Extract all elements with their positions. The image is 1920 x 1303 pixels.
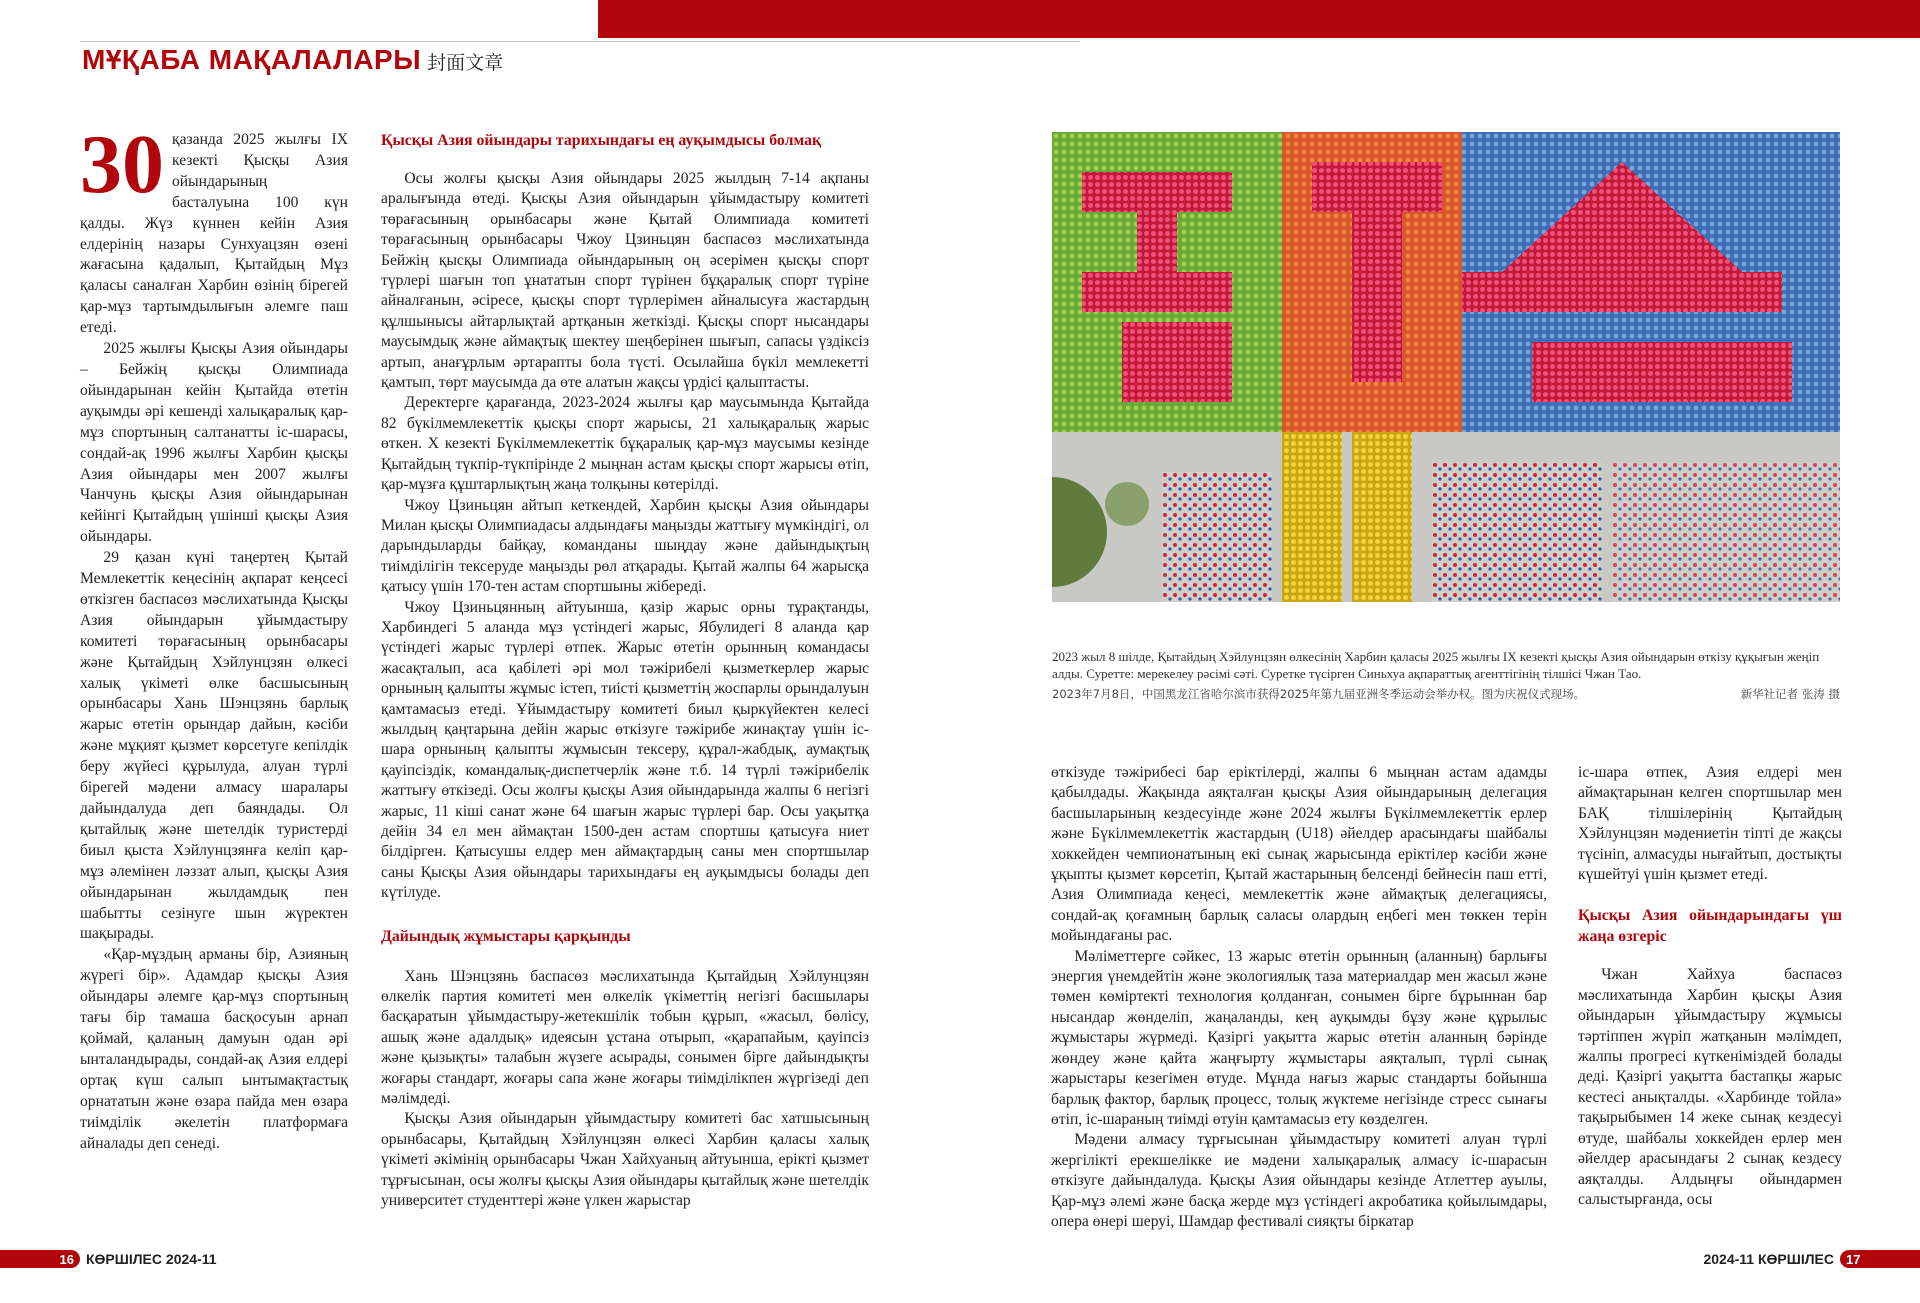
subheading: Дайындық жұмыстары қарқынды — [381, 927, 631, 945]
section-title: МҰҚАБА МАҚАЛАЛАРЫ — [82, 44, 422, 75]
section-subtitle-cn: 封面文章 — [427, 52, 504, 74]
article-column-1 — [80, 118, 348, 1154]
photo-caption-kk: 2023 жыл 8 шілде, Қытайдың Хэйлунцзян өлкесінің Харбин қаласы 2025 жылғы IX кезекті қысқы Азия ойындарын өткізу құқығын жеңіп алды. Суретте: мерекелеу рәсімі сәті. Суретке түсірген Синьхуа ақпараттық агенттігінің тілшісі Чжан Тао. — [1052, 649, 1820, 681]
issue-right: 2024-11 — [1703, 1251, 1755, 1267]
article-column-4 — [1578, 763, 1842, 1210]
issue-left: 2024-11 — [165, 1251, 217, 1267]
paragraph-text: қазанда 2025 жылғы IX кезекті Қысқы Азия ойындарының басталуына 100 күн қалды. Жүз күннен кейін Азия елдерінің назары Сунхуацзян өзені жағасына қадалып, Қытайдың Мұз қаласы саналған Харбин өзінің бірегей қар-мұз тартымдылығын әлемге паш етеді. — [80, 131, 348, 337]
paragraph: 29 қазан күні таңертең Қытай Мемлекеттік кеңесінің ақпарат кеңсесі өткізген баспасөз мәслихатында Қысқы Азия ойындарын ұйымдастыру комитеті төрағасының орынбасары және Қытайдың Хэйлунцзян өлкесі халық үкіметі өлке басшысының орынбасары Хань Шэнцзянь барлық жарыс өтетін орындар дайын, кәсіби және мұқият қызмет көрсетуге кепілдік беру жүйесі құрылуда, алуан түрлі бірегей мәдени алмасу шаралары дайындалуда деп баяндады. Ол қытайлық және шетелдік туристерді биыл қыста Хэйлунцзянға келіп қар-мұз әлемінен ләззат алып, қысқы Азия ойындарынан жылдамдық пен шабытты сезінуге шын жүректен шақырады. — [80, 549, 348, 943]
page-number-left: 16 — [0, 1250, 80, 1268]
paragraph: Қысқы Азия ойындарын ұйымдастыру комитеті бас хатшысының орынбасары, Қытайдың Хэйлунцзян өлкесі Харбин қаласы халық үкіметі әкімінің орынбасары Чжан Хайхуаның айтуынша, ерікті қызмет тұрғысынан, осы жолғы қысқы Азия ойындары қытайлық және шетелдік университет студенттері және үлкен жарыстар — [381, 1110, 869, 1210]
article-column-2 — [381, 130, 869, 1212]
paragraph: Чжан Хайхуа баспасөз мәслихатында Харбин қысқы Азия ойындарын ұйымдастыру жұмысы тәртіппен жүріп жатқанын мәлімдеп, жалпы прогресі күткеніміздей болады деді. Қазіргі уақытта бастапқы жарыс кестесі анықталды. «Харбинде тойла» тақырыбымен 14 жеке сынақ кездесуі өтуде, шайбалы хоккейден ерлер мен әйелдер арасындағы 2 сынақ кездесу аяқталды. Алдыңғы ойындармен салыстырғанда, осы — [1578, 966, 1842, 1208]
paragraph: Мәліметтерге сәйкес, 13 жарыс өтетін орынның (аланның) барлығы энергия үнемдейтін және экологиялық таза материалдар мен жасыл және төмен көміртекті технология қолданған, сонымен бірге бұрыннан бар нысандар жөнделіп, жаңаланды, кең ауқымды бұзу және құрылыс жұмыстары жүрмеді. Қазіргі уақытта жарыс өтетін аланның бәрінде жөндеу және қайта жаңғырту жұмыстары аяқталып, түрлі сынақ жарыстары кезегімен өтуде. Мұнда нағыз жарыс стандарты бойынша барлық фактор, барлық процесс, толық жүктеме негізінде стресс сынағы өтіп, іс-шараның тиімді өтуін қамтамасыз ету көзделген. — [1051, 947, 1547, 1128]
paragraph: «Қар-мұздың арманы бір, Азияның жүрегі бір». Адамдар қысқы Азия ойындары әлемге қар-мұз спортының тағы бір тамаша басқосуын арнап қоймай, қаланың дамуын одан әрі ынталандырады, сондай-ақ Азия елдері ортақ күш салып ынтымақтастық орнататын және өзара пайда мен өзара тиімділік әкелетін платформаға айналады деп сенеді. — [80, 946, 348, 1152]
paragraph: Деректерге қарағанда, 2023-2024 жылғы қар маусымында Қытайда 82 бүкілмемлекеттік қысқы спорт жарысы, 21 халықаралық жарыс өткен. X кезекті Бүкілмемлекеттік бұқаралық қар-мұз маусымы кезінде Қытайдың түкпір-түкпірінде 2 мыңнан астам қысқы спорт жарысы өтіп, қар-мұзға құштарлықтың жаңа толқыны көтерілді. — [381, 394, 869, 494]
paragraph: іс-шара өтпек, Азия елдері мен аймақтарынан келген спортшылар мен БАҚ тілшілерінің Қытайдың Хэйлунцзян мәдениетін тіпті де жақсы түсініп, алмасуды нығайтып, достықты күшейтуі үшін қызмет етеді. — [1578, 764, 1842, 884]
top-rule — [80, 41, 1080, 42]
dropcap: 30 — [80, 118, 164, 211]
article-column-3 — [1051, 763, 1547, 1232]
page-number-right: 17 — [1840, 1250, 1920, 1268]
paragraph: Чжоу Цзиньцян айтып кеткендей, Харбин қысқы Азия ойындары Милан қысқы Олимпиадасы алдындағы маңызды жаттығу мүмкіндігі, ол дарындыларды байқау, команданы шыңдау және дайындықтың тиімділігін тексеруде маңызды рөл атқарады. Қытай жалпы 64 жарысқа қатысу үшін 170-тен астам спортшыны жібереді. — [381, 496, 869, 596]
photo-credit-cn: 新华社记者 张涛 摄 — [1740, 687, 1840, 701]
photo-caption-cn: 2023年7月8日，中国黑龙江省哈尔滨市获得2025年第九届亚洲冬季运动会举办权。图为庆祝仪式现场。 — [1052, 687, 1586, 701]
footer-left — [0, 1250, 217, 1268]
section-header — [82, 44, 503, 76]
photo-caption-cn-row — [1052, 686, 1840, 702]
paragraph: 2025 жылғы Қысқы Азия ойындары – Бейжің қысқы Олимпиада ойындарынан кейін Қытайда өтетін ауқымды әрі кешенді халықаралық қар-мұз спортының салтанатты іс-шарасы, сондай-ақ 1996 жылғы Харбин қысқы Азия ойындары мен 2007 жылғы Чанчунь қысқы Азия ойындарынан кейінгі Қытайдың үшінші қысқы Азия ойындары. — [80, 340, 348, 546]
paragraph: Мәдени алмасу тұрғысынан ұйымдастыру комитеті алуан түрлі жергілікті ерекшелікке ие мәдени халықаралық алмасу іс-шарасын өткізуге дайындалуда. Қысқы Азия ойындары кезінде Атлеттер ауылы, Қар-мұз әлемі және басқа жерде мұз үстіндегі акробатика қойылымдары, опера өнері шеруі, Шамдар фестивалі сияқты біркатар — [1051, 1131, 1547, 1230]
article-lead-paragraph — [80, 118, 348, 339]
top-red-bar — [598, 0, 1920, 38]
magazine-name-left: КӨРШІЛЕС — [86, 1251, 163, 1267]
paragraph: Хань Шэнцзянь баспасөз мәслихатында Қытайдың Хэйлунцзян өлкелік партия комитеті мен өлкелік үкіметтің негізгі басшылары басқаратын ұйымдастыру-жетекшілік тобын құрып, «жасыл, бөлісу, ашық және адалдық» идеясын ұстана отырып, «қарапайым, қауіпсіз және қызықты» талабын жүзеге асырады, сонымен бірге дайындықты жоғары стандарт, жоғары сапа және жоғары тиімділікпен жүргізеді деп мәлімдеді. — [381, 967, 869, 1108]
subheading: Қысқы Азия ойындары тарихындағы ең ауқымдысы болмақ — [381, 132, 822, 149]
paragraph: Осы жолғы қысқы Азия ойындары 2025 жылдың 7-14 ақпаны аралығында өтеді. Қысқы Азия ойындарын ұйымдастыру комитеті төрағасының орынбасары және Қытай Олимпиада комитеті төрағасының орынбасары Чжоу Цзиньцян баспасөз мәслихатында Бейжің қысқы Олимпиада ойындарының оң әсерімен қысқы спорт түрлері шағын топ ұнататын спорт түрінен бұқаралық спорт түріне айналғанын, әсіресе, қысқы спорт түрлерімен айналысуға жастардың құлшынысы айтарлықтай артқанын жеткізді. Қысқы спорт нысандары маусымдық және аймақтық шектеу шеңберінен шығып, сапасы үздіксіз артып, анағұрлым әртарапты бола түсті. Осылайша бүкіл мемлекетті қамтып, төрт маусымда да өте алатын жақсы үрдісі қалыптасты. — [381, 170, 869, 392]
paragraph: Чжоу Цзиньцянның айтуынша, қазір жарыс орны тұрақтанды, Харбиндегі 5 аланда мұз үстіндегі жарыс, Ябулидегі 8 аланда қар үстіндегі жарыс түрлері өтпек. Жарыс өтетін орынның командасы жасақталып, аса қабілеті әрі мол тәжірибелі қызметкерлер жарыс орнының қалыпты жұмыс істеп, тиісті қызметтің жоспарлы орындалуын қамтамасыз етеді. Ұйымдастыру комитеті биыл қыркүйектен келесі жылдың қаңтарына дейін жарыс өткізуге тәжірибе жинақтау үшін іс-шара орнының қалыпты жұмысын тексеру, құрал-жабдық, аумақтық қауіпсіздік, командалық-диспетчерлік және т.б. 14 түрлі тәжірибелік жаттығу өткізеді. Осы жолғы қысқы Азия ойындарында жалпы 6 негізгі жарыс, 11 кіші санат және 64 шағын жарыс түрлері бар. Осы уақытқа дейін 34 ел мен аймақтан 1500-ден астам спортшы қатысуға ниет білдірген. Қатысушы елдер мен аймақтардың саны мен спортшылар саны Қысқы Азия ойындары тарихындағы ең ауқымдысы болады деп күтілуде. — [381, 598, 869, 902]
subheading: Қысқы Азия ойындарындағы үш жаңа өзгеріс — [1578, 907, 1842, 946]
paragraph: өткізуде тәжірибесі бар еріктілерді, жалпы 6 мыңнан астам адамды қабылдады. Жақында аяқталған қысқы Азия ойындарының делегация басшыларының кездесуінде және 2024 жылғы Бүкілмемлекеттік ерлер және Бүкілмемлекеттік жастардың (U18) әйелдер арасындағы шайбалы хоккейден чемпионатының екі сынақ жарысында еріктілер кәсіби және ұқыпты қызмет көрсетіп, Қытай жастарының белсенді бейнесін паш етті, Азия Олимпиада кеңесі, мемлекеттік және аймақтық делегациясы, сондай-ақ қоғамның барлық саласы олардың еңбегі мен төккен терін мойындағаны рас. — [1051, 764, 1547, 945]
ceremony-photo-image — [1052, 132, 1840, 602]
ceremony-photo — [1052, 132, 1840, 602]
footer-right — [1703, 1250, 1920, 1268]
magazine-name-right: КӨРШІЛЕС — [1757, 1251, 1834, 1267]
